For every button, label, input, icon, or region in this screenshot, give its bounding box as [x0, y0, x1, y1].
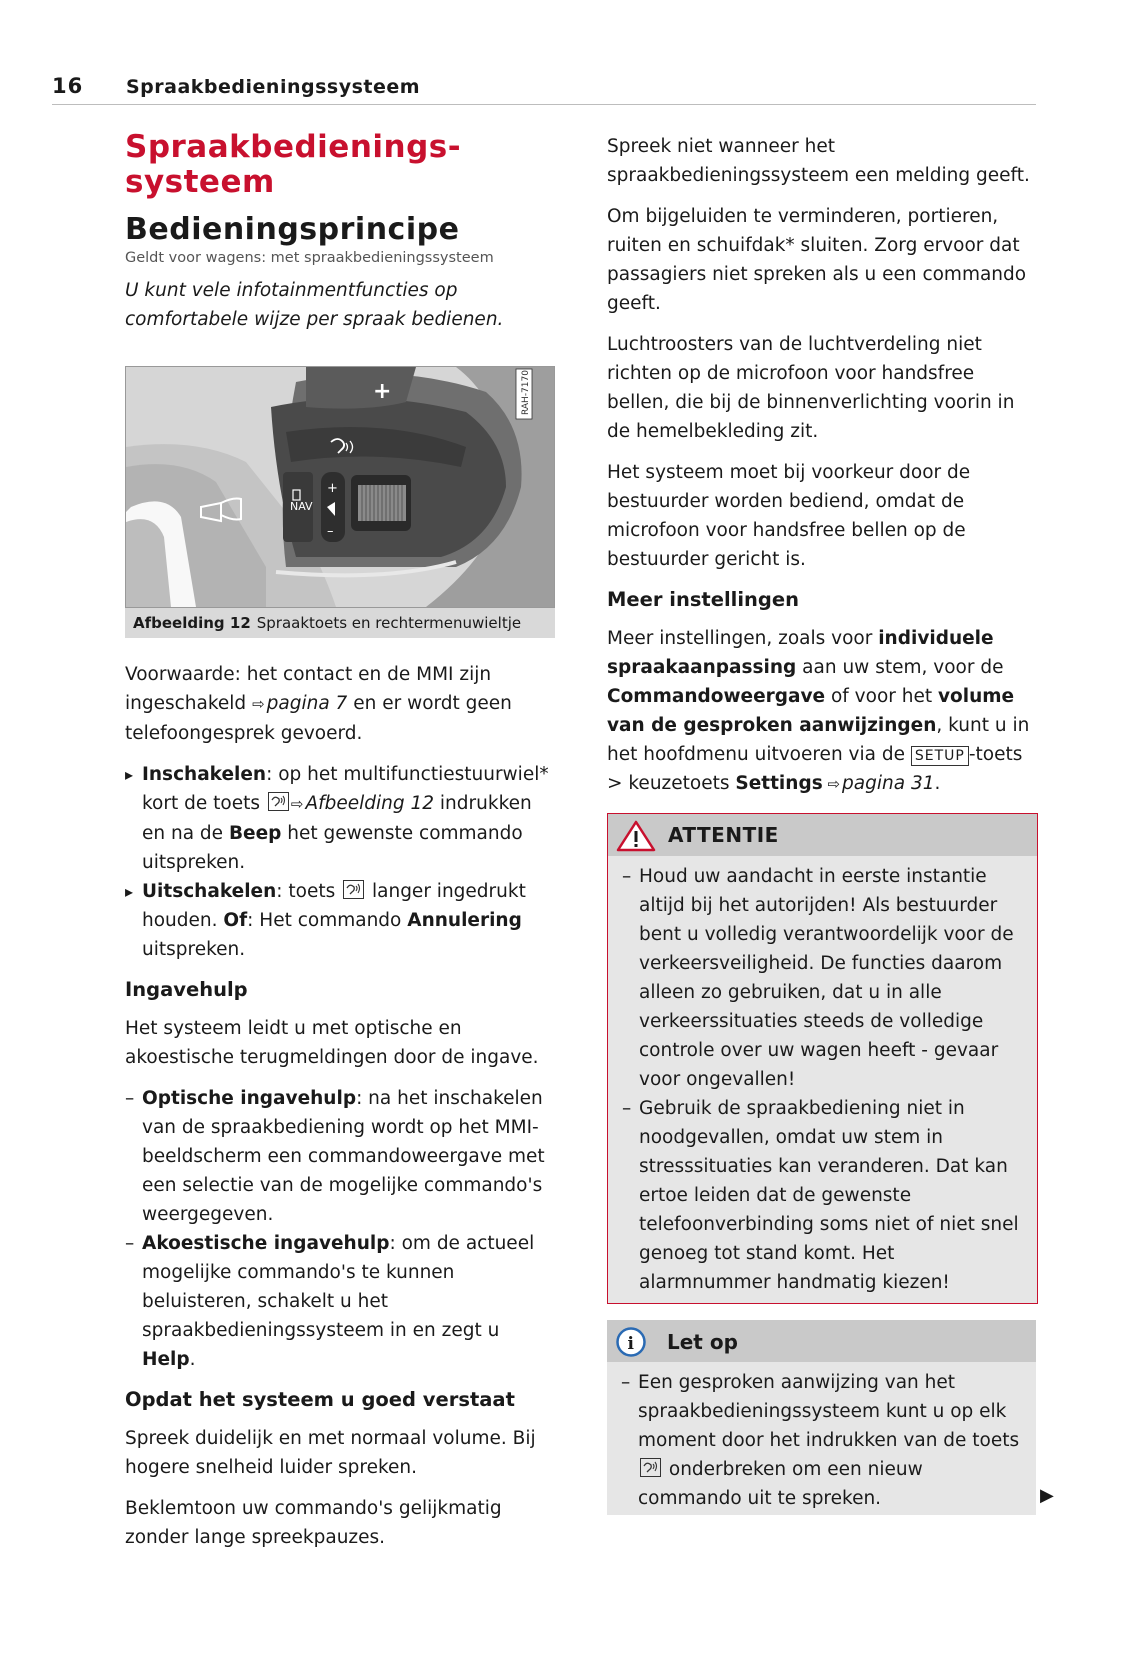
- right-p4: Het systeem moet bij voorkeur door de bestuurder worden bediend, omdat de microfoon voor handsfree bellen op de bestuurder gericht is.: [607, 462, 971, 570]
- page-ref-link[interactable]: pagina 7: [266, 693, 348, 714]
- continue-arrow-icon: ▶: [1040, 1485, 1054, 1506]
- verstaat-p2: Beklemtoon uw commando's gelijkmatig zonder lange spreekpauzes.: [125, 1498, 502, 1548]
- caption-text: Spraaktoets en rechtermenuwieltje: [256, 614, 522, 632]
- caption-label: Afbeelding 12: [133, 614, 251, 632]
- page-ref-arrow-icon: ⇨: [252, 695, 265, 713]
- svg-text:+: +: [327, 481, 338, 496]
- right-p3: Luchtroosters van de luchtverdeling niet richten op de microfoon voor handsfree bellen, die bij de binnenverlichting voorin in de hemelbekleding zit.: [607, 334, 1015, 442]
- attentie-title: ATTENTIE: [668, 823, 779, 847]
- figure-caption: [125, 608, 555, 638]
- steps-list: [125, 760, 555, 964]
- info-icon: [615, 1326, 647, 1358]
- section-heading: Bedieningsprincipe: [125, 212, 460, 247]
- ingavehulp-heading: Ingavehulp: [125, 978, 248, 1001]
- svg-text:NAV: NAV: [290, 500, 313, 513]
- step-disable: ▸ Uitschakelen: toets langer ingedrukt houden. Of: Het commando Annulering uitspreken.: [125, 877, 555, 964]
- attentie-item: – Gebruik de spraakbediening niet in noodgevallen, omdat uw stem in stresssituaties kan veranderen. Dat kan ertoe leiden dat de gewenste telefoonverbinding soms niet of niet snel genoeg tot stand komt. Het alarmnummer handmatig kiezen!: [622, 1094, 1019, 1297]
- page-header: [52, 72, 1036, 105]
- step-enable: ▸ Inschakelen: op het multifunctiestuurwiel* kort de toets ⇨ Afbeelding 12 indrukken en na de Beep het gewenste commando uitspreken.: [125, 760, 555, 877]
- attentie-header: [608, 814, 1037, 856]
- figure-12: [125, 366, 555, 638]
- voice-key-icon: [640, 1458, 661, 1477]
- page-ref-arrow-icon: ⇨: [822, 775, 841, 793]
- let-op-box: [607, 1320, 1036, 1515]
- right-column: [607, 132, 1037, 1515]
- chapter-title-line1: Spraakbedienings-: [125, 129, 462, 165]
- ingavehulp-list: [125, 1084, 555, 1374]
- figure-ref-link[interactable]: Afbeelding 12: [305, 793, 435, 814]
- warning-triangle-icon: [616, 820, 656, 852]
- setup-key: SETUP: [911, 746, 969, 766]
- let-op-header: [607, 1320, 1036, 1362]
- ingavehulp-intro: Het systeem leidt u met optische en akoestische terugmeldingen door de ingave.: [125, 1018, 539, 1068]
- let-op-item: – Een gesproken aanwijzing van het spraakbedieningssysteem kunt u op elk moment door het indrukken van de toets onderbreken om een nieuw commando uit te spreken.: [621, 1368, 1022, 1513]
- meer-text: Meer instellingen, zoals voor individuele spraakaanpassing aan uw stem, voor de Commandoweergave of voor het volume van de gesproken aanwijzingen, kunt u in het hoofdmenu uitvoeren via de SETUP -toets > keuzetoets Settings ⇨ pagina 31.: [607, 628, 1030, 794]
- attentie-list: [622, 862, 1019, 1297]
- steering-wheel-illustration: [125, 366, 555, 608]
- svg-text:–: –: [327, 524, 334, 539]
- left-column: [125, 130, 555, 1564]
- right-p2: Om bijgeluiden te verminderen, portieren, ruiten en schuifdak* sluiten. Zorg ervoor dat passagiers niet spreken als u een commando geeft.: [607, 206, 1027, 314]
- acoustic-help-item: – Akoestische ingavehulp: om de actueel mogelijke commando's te kunnen beluisteren, schakelt u het spraakbedieningssysteem in en zegt u Help.: [125, 1229, 555, 1374]
- verstaat-p1: Spreek duidelijk en met normaal volume. Bij hogere snelheid luider spreken.: [125, 1428, 536, 1478]
- svg-text:RAH-7170: RAH-7170: [521, 370, 531, 415]
- attentie-item: – Houd uw aandacht in eerste instantie altijd bij het autorijden! Als bestuurder bent u volledig verantwoordelijk voor de verkeersveiligheid. De functies daarom alleen zo gebruiken, dat u in alle verkeerssituaties steeds de volledige controle over uw wagen heeft - gevaar voor ongevallen!: [622, 862, 1019, 1094]
- voice-key-icon: [343, 880, 364, 899]
- svg-text:+: +: [373, 379, 392, 404]
- optical-help-item: – Optische ingavehulp: na het inschakelen van de spraakbediening wordt op het MMI-beeldscherm een commandoweergave met een selectie van de mogelijke commando's weergegeven.: [125, 1084, 555, 1229]
- verstaat-heading: Opdat het systeem u goed verstaat: [125, 1388, 515, 1411]
- figure-ref-arrow-icon: ⇨: [290, 795, 304, 813]
- right-p1: Spreek niet wanneer het spraakbedieningssysteem een melding geeft.: [607, 136, 1030, 186]
- meer-heading: Meer instellingen: [607, 588, 799, 611]
- let-op-title: Let op: [667, 1330, 738, 1354]
- page-ref-link[interactable]: pagina 31: [842, 773, 935, 794]
- chapter-title-line2: systeem: [125, 164, 275, 200]
- let-op-list: [621, 1368, 1022, 1513]
- chapter-title: [125, 130, 555, 200]
- svg-text:i: i: [627, 1334, 634, 1354]
- voice-key-icon: [268, 792, 289, 811]
- attentie-box: [607, 813, 1038, 1304]
- page-number: 16: [52, 74, 84, 98]
- precondition: Voorwaarde: het contact en de MMI zijn ingeschakeld ⇨ pagina 7 en er wordt geen telefoongesprek gevoerd.: [125, 664, 512, 744]
- applies-to: Geldt voor wagens: met spraakbedieningssysteem: [125, 250, 494, 266]
- section-title: Spraakbedieningssysteem: [126, 76, 421, 98]
- intro-text: U kunt vele infotainmentfuncties op comfortabele wijze per spraak bedienen.: [125, 280, 504, 330]
